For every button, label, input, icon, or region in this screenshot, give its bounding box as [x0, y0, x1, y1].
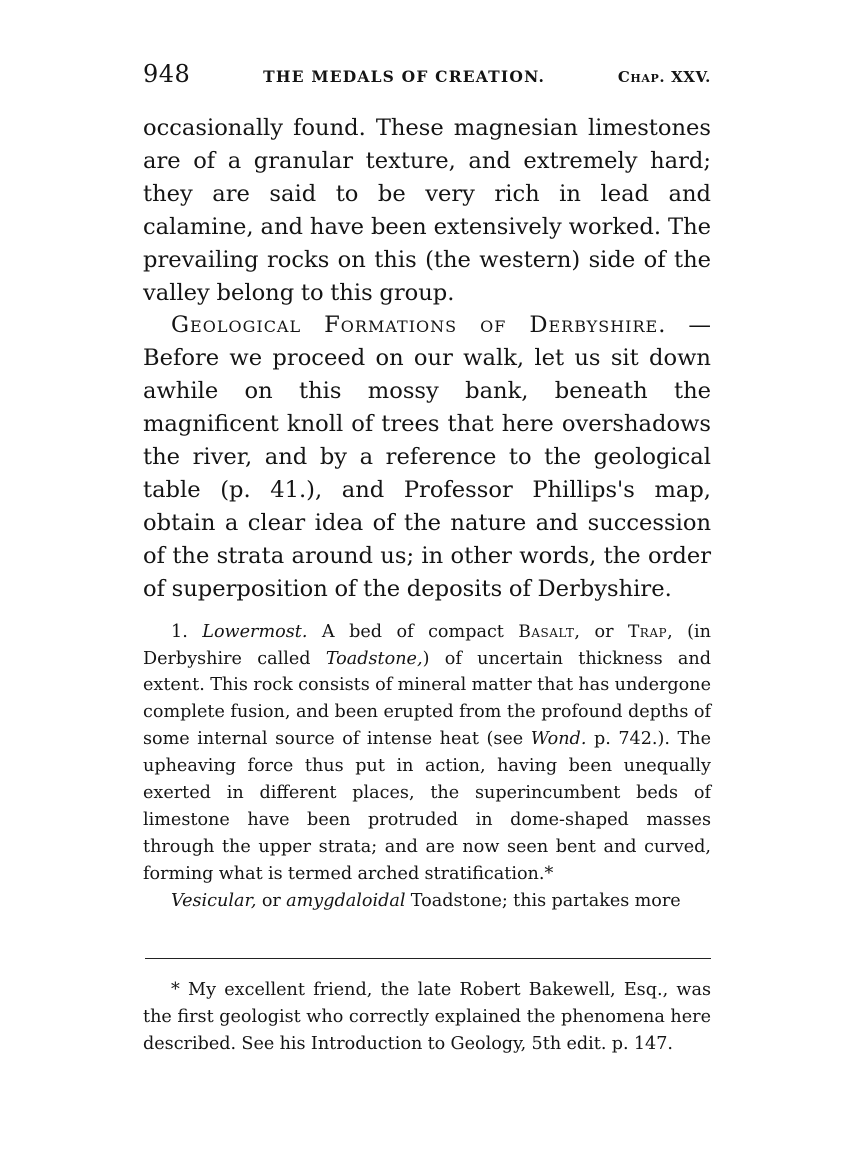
stratum-item-1: [143, 619, 711, 888]
item-text: , or: [574, 621, 628, 642]
paragraph-magnesian-limestones: occasionally found. These magnesian limestones are of a granular texture, and extremely hard; they are said to be very rich in lead and calamine, and have been extensively worked. The prevailing rocks on this (the western) side of the valley belong to this group.: [143, 115, 711, 306]
item-number: 1.: [171, 621, 188, 642]
section-heading: Geological Formations of Derbyshire.: [171, 312, 667, 339]
term-amygdaloidal: amygdaloidal: [286, 890, 406, 911]
main-text: [143, 112, 711, 915]
running-header: [143, 60, 711, 92]
reference-wond: Wond.: [530, 729, 587, 750]
strata-list: [143, 619, 711, 915]
item-text: Toadstone; this partakes more: [405, 890, 681, 911]
term-basalt: Basalt: [518, 621, 575, 642]
stratum-item-2: [143, 888, 711, 915]
item-text: p. 742.). The upheaving force thus put in action, having been unequally exerted in different places, the superincumbent beds of limestone have been protruded in dome-shaped masses through the upper strata; and are now seen bent and curved, forming what is termed arched stratification.*: [143, 729, 711, 884]
item-lead: Lowermost.: [202, 621, 308, 642]
term-vesicular: Vesicular,: [171, 890, 257, 911]
running-title: THE MEDALS OF CREATION.: [263, 67, 546, 86]
paragraph-text: Before we proceed on our walk, let us sit down awhile on this mossy bank, beneath the magnificent knoll of trees that here overshadows the river, and by a reference to the geological table (p. 41.), and Professor Phillips's map, obtain a clear idea of the nature and succession of the strata around us; in other words, the order of superposition of the deposits of Derbyshire.: [143, 345, 711, 602]
page-number: 948: [143, 60, 191, 88]
item-text: or: [256, 890, 287, 911]
item-text: , (in Derbyshire called: [143, 621, 711, 669]
footnote: * My excellent friend, the late Robert Bakewell, Esq., was the first geologist who correctly explained the phenomena here described. See his Introduction to Geology, 5th edit. p. 147.: [143, 980, 711, 1054]
heading-dash: —: [666, 312, 712, 339]
term-trap: Trap: [627, 621, 668, 642]
footnote-rule: [145, 958, 711, 959]
item-text: A bed of compact: [307, 621, 519, 642]
chapter-label: Chap. XXV.: [617, 68, 711, 86]
book-page: [143, 60, 712, 1054]
term-toadstone: Toadstone,: [325, 648, 423, 669]
item-text: ) of uncertain thickness and extent. This rock consists of mineral matter that has undergone complete fusion, and been erupted from the profound depths of some internal source of intense heat (see: [143, 648, 712, 750]
paragraph-geological-formations: [143, 309, 711, 605]
